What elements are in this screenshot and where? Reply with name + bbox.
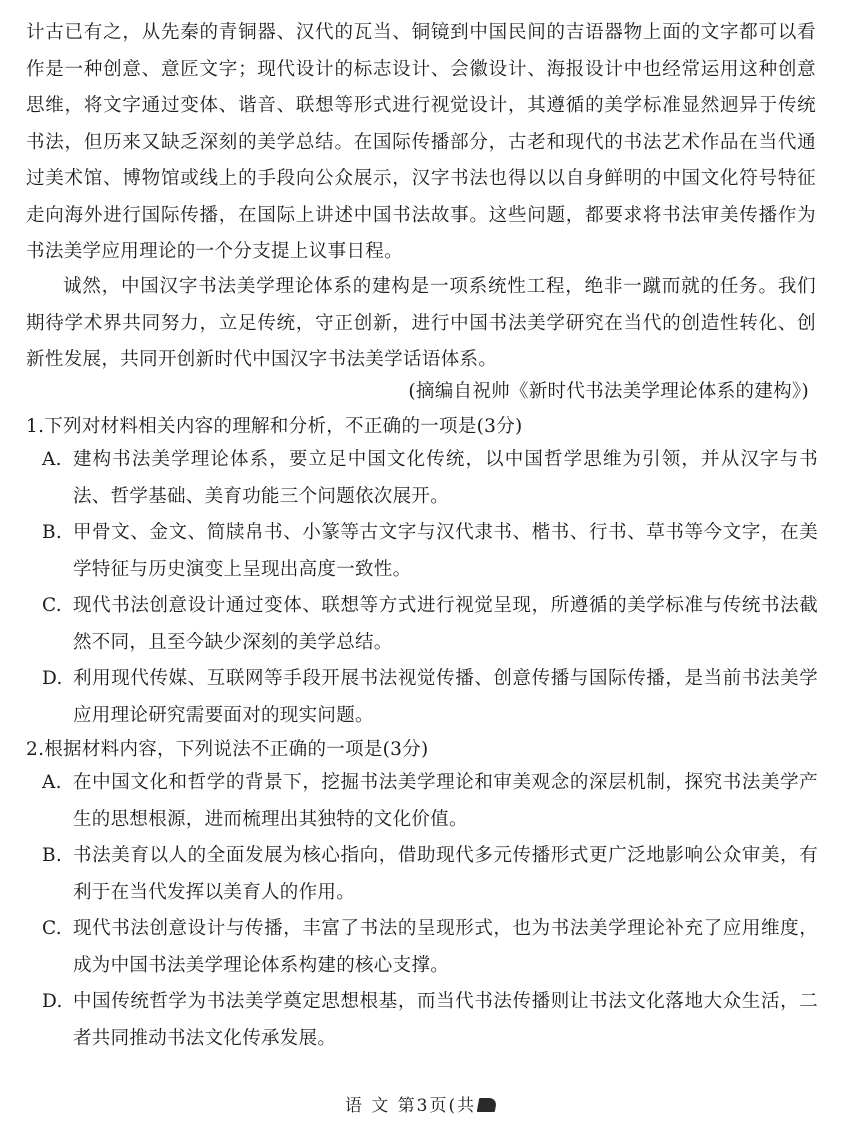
option-text: 现代书法创意设计与传播，丰富了书法的呈现形式，也为书法美学理论补充了应用维度，成为中国书法美学理论体系构建的核心支撑。 [73,918,818,976]
option-text: 书法美育以人的全面发展为核心指向，借助现代多元传播形式更广泛地影响公众审美，有利于在当代发挥以美育人的作用。 [73,845,818,903]
question-stem: 1.下列对材料相关内容的理解和分析，不正确的一项是(3分) [26,416,523,437]
option-letter: C. [42,918,62,939]
passage-paragraph: 计古已有之，从先秦的青铜器、汉代的瓦当、铜镜到中国民间的吉语器物上面的文字都可以看作是一种创意、意匠文字；现代设计的标志设计、会徽设计、海报设计中也经常运用这种创意思维，将文字通过变体、谐音、联想等形式进行视觉设计，其遵循的美学标准显然迥异于传统书法，但历来又缺乏深刻的美学总结。在国际传播部分，古老和现代的书法艺术作品在当代通过美术馆、博物馆或线上的手段向公众展示，汉字书法也得以以自身鲜明的中国文化符号特征走向海外进行国际传播，在国际上讲述中国书法故事。这些问题，都要求将书法审美传播作为书法美学应用理论的一个分支提上议事日程。 [26,22,816,262]
page-footer [0,1094,841,1118]
question-1 [26,412,816,734]
question-2 [26,735,816,1057]
option-letter: D. [42,668,63,689]
option-text: 建构书法美学理论体系，要立足中国文化传统，以中国哲学思维为引领，并从汉字与书法、哲学基础、美育功能三个问题依次展开。 [73,449,818,507]
source-citation: (摘编自祝帅《新时代书法美学理论体系的建构》) [408,381,809,402]
option-letter: A. [42,772,62,793]
option-text: 利用现代传媒、互联网等手段开展书法视觉传播、创意传播与国际传播，是当前书法美学应用理论研究需要面对的现实问题。 [73,668,818,726]
option-text: 在中国文化和哲学的背景下，挖掘书法美学理论和审美观念的深层机制，探究书法美学产生的思想根源，进而梳理出其独特的文化价值。 [73,772,818,830]
option-text: 甲骨文、金文、简牍帛书、小篆等古文字与汉代隶书、楷书、行书、草书等今文字，在美学特征与历史演变上呈现出高度一致性。 [73,522,818,580]
option-letter: B. [42,845,63,866]
option-text: 现代书法创意设计通过变体、联想等方式进行视觉呈现，所遵循的美学标准与传统书法截然不同，且至今缺少深刻的美学总结。 [73,595,818,653]
option-letter: C. [42,595,62,616]
option-d[interactable] [42,661,818,734]
option-c[interactable] [42,588,818,661]
option-a[interactable] [42,442,818,515]
question-stem: 2.根据材料内容，下列说法不正确的一项是(3分) [26,739,429,760]
option-letter: B. [42,522,63,543]
option-c[interactable] [42,911,818,984]
passage-paragraph: 诚然，中国汉字书法美学理论体系的建构是一项系统性工程，绝非一蹴而就的任务。我们期待学术界共同努力，立足传统，守正创新，进行中国书法美学研究在当代的创造性转化、创新性发展，共同开创新时代中国汉字书法美学话语体系。 [26,276,816,370]
option-letter: A. [42,449,62,470]
option-d[interactable] [42,984,818,1057]
option-a[interactable] [42,765,818,838]
option-b[interactable] [42,838,818,911]
redaction-mark-icon [477,1098,497,1112]
page-number: 语 文 第3页(共 [344,1096,477,1116]
option-letter: D. [42,991,63,1012]
option-b[interactable] [42,515,818,588]
option-text: 中国传统哲学为书法美学奠定思想根基，而当代书法传播则让书法文化落地大众生活，二者共同推动书法文化传承发展。 [73,991,818,1049]
